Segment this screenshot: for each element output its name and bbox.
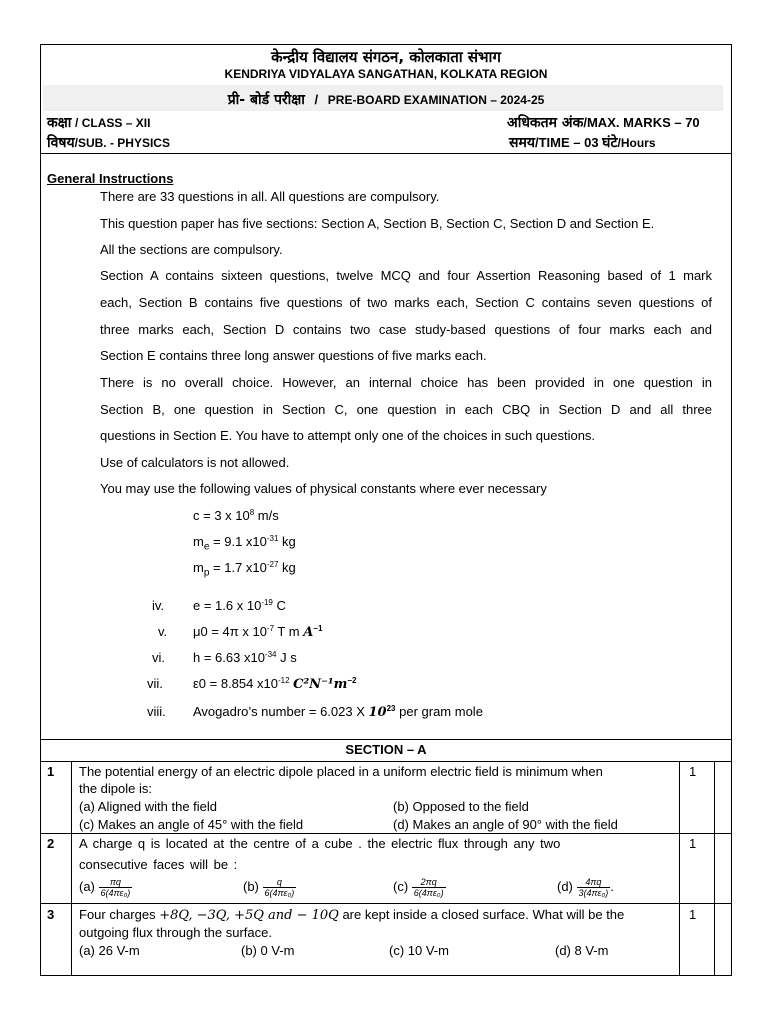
constant-label: iv. bbox=[152, 598, 165, 613]
question-3-option-a[interactable]: (a) 26 V-m bbox=[79, 943, 140, 958]
constant-bold-tail: 10 bbox=[368, 705, 387, 720]
fraction-numerator: q bbox=[263, 877, 297, 888]
instruction-line: three marks each, Section D contains two case study-based questions of four marks each and bbox=[100, 322, 712, 337]
marks-english: /MAX. MARKS – 70 bbox=[583, 115, 700, 130]
constant-value bbox=[193, 560, 296, 579]
option-b-fraction bbox=[263, 877, 297, 898]
question-1-text-line1: The potential energy of an electric dipole placed in a uniform electric field is minimum when bbox=[79, 764, 603, 779]
constant-post: m/s bbox=[254, 508, 279, 523]
question-1-number: 1 bbox=[47, 764, 55, 779]
constant-pre: m bbox=[193, 560, 204, 575]
constant-pre: m bbox=[193, 534, 204, 549]
constant-label: viii. bbox=[147, 704, 166, 719]
constant-post: C bbox=[272, 598, 286, 613]
option-a-fraction bbox=[99, 877, 133, 898]
constant-value bbox=[193, 704, 483, 720]
question-3-option-c[interactable]: (c) 10 V-m bbox=[389, 943, 449, 958]
question-1-marks: 1 bbox=[689, 764, 697, 779]
constant-post: J s bbox=[276, 650, 297, 665]
question-3-text-line2: outgoing flux through the surface. bbox=[79, 925, 272, 940]
constant-sup: -7 bbox=[266, 624, 275, 633]
constant-label: vi. bbox=[152, 650, 165, 665]
constant-sup: 8 bbox=[249, 508, 255, 517]
constant-sub: p bbox=[203, 567, 210, 579]
constant-pre: e = 1.6 x 10 bbox=[193, 598, 262, 613]
constant-sup: -27 bbox=[266, 560, 279, 569]
number-column-line bbox=[71, 761, 72, 975]
instruction-line: All the sections are compulsory. bbox=[100, 242, 283, 257]
constant-label: vii. bbox=[147, 676, 163, 691]
time-hindi: समय bbox=[509, 135, 535, 151]
constant-value bbox=[193, 508, 279, 523]
constant-tail: per gram mole bbox=[395, 704, 483, 719]
option-d-period: . bbox=[610, 878, 614, 894]
instruction-line: Use of calculators is not allowed. bbox=[100, 455, 290, 470]
instruction-line: Section A contains sixteen questions, twelve MCQ and four Assertion Reasoning based of 1 mark bbox=[100, 268, 712, 283]
constant-bold-tail: C²N⁻¹m bbox=[293, 677, 348, 692]
instructions-heading: General Instructions bbox=[47, 171, 174, 186]
constant-bold-sup: −1 bbox=[313, 624, 323, 633]
fraction-denominator: 6(4πε₀) bbox=[100, 888, 131, 898]
time-info bbox=[509, 133, 656, 152]
constant-post: T m bbox=[274, 624, 304, 639]
subject-hindi: विषय bbox=[47, 135, 75, 151]
question-3-text-pre: Four charges bbox=[79, 907, 160, 922]
english-title: KENDRIYA VIDYALAYA SANGATHAN, KOLKATA REGION bbox=[224, 67, 548, 81]
question-3-option-d[interactable]: (d) 8 V-m bbox=[555, 943, 609, 958]
hours-english: /Hours bbox=[617, 136, 656, 150]
option-d-label: (d) bbox=[557, 878, 573, 894]
question-2-divider bbox=[41, 903, 731, 904]
section-divider-bottom bbox=[41, 761, 731, 762]
question-1-option-c[interactable]: (c) Makes an angle of 45° with the field bbox=[79, 817, 304, 832]
marks-info bbox=[507, 113, 700, 132]
constant-bold-sup: −2 bbox=[347, 676, 357, 685]
question-1-option-a[interactable]: (a) Aligned with the field bbox=[79, 799, 218, 814]
constant-value bbox=[193, 598, 286, 613]
constant-pre: ε0 = 8.854 x10 bbox=[193, 676, 278, 691]
question-2-option-c[interactable] bbox=[393, 877, 446, 898]
marks-hindi: अधिकतम अंक bbox=[507, 115, 584, 131]
class-hindi: कक्षा bbox=[47, 115, 72, 131]
question-1-divider bbox=[41, 833, 731, 834]
hours-hindi: घंटे bbox=[602, 135, 618, 151]
section-a-title: SECTION – A bbox=[345, 742, 427, 757]
constant-bold-sup: 23 bbox=[386, 704, 396, 713]
constant-pre: Avogadro’s number = 6.023 X bbox=[193, 704, 369, 719]
subject-english: /SUB. - PHYSICS bbox=[74, 136, 170, 150]
question-3-charges: +8Q, −3Q, +5Q and − 10Q bbox=[159, 908, 339, 923]
constant-value bbox=[193, 676, 357, 692]
exam-title bbox=[41, 90, 731, 109]
question-2-marks: 1 bbox=[689, 836, 697, 851]
instruction-line: Section B, one question in Section C, one question in each CBQ in Section D and all three bbox=[100, 402, 712, 417]
instruction-line: There are 33 questions in all. All questions are compulsory. bbox=[100, 189, 440, 204]
class-info bbox=[47, 113, 150, 132]
option-c-fraction bbox=[412, 877, 446, 898]
exam-english: PRE-BOARD EXAMINATION – 2024-25 bbox=[327, 93, 545, 107]
constant-sup: -19 bbox=[261, 598, 273, 607]
instruction-line: questions in Section E. You have to attempt only one of the choices in such questions. bbox=[100, 428, 596, 443]
constant-bold-tail: A bbox=[303, 625, 314, 640]
question-2-option-b[interactable] bbox=[243, 877, 296, 898]
question-2-number: 2 bbox=[47, 836, 55, 851]
exam-separator: / bbox=[314, 92, 319, 107]
hindi-title: केन्द्रीय विद्यालय संगठन, कोलकाता संभाग bbox=[271, 48, 501, 66]
question-3-text-line1 bbox=[79, 907, 624, 923]
fraction-denominator: 6(4πε₀) bbox=[413, 888, 444, 898]
option-b-label: (b) bbox=[243, 878, 259, 894]
question-1-option-d[interactable]: (d) Makes an angle of 90° with the field bbox=[393, 817, 618, 832]
constant-post: kg bbox=[278, 560, 296, 575]
constant-label: v. bbox=[158, 624, 168, 639]
constant-pre2: = 9.1 x10 bbox=[209, 534, 267, 549]
subject-info bbox=[47, 133, 170, 152]
fraction-denominator: 3(4πε₀) bbox=[578, 888, 609, 898]
instruction-line: You may use the following values of physical constants where ever necessary bbox=[100, 481, 547, 496]
fraction-numerator: πq bbox=[99, 877, 133, 888]
constant-pre: c = 3 x 10 bbox=[193, 508, 250, 523]
question-2-text-line2: consecutive faces will be : bbox=[79, 857, 238, 872]
constant-value bbox=[193, 650, 297, 665]
marks-column-line-left bbox=[679, 761, 680, 975]
question-3-number: 3 bbox=[47, 907, 55, 922]
constant-value bbox=[193, 624, 322, 640]
question-3-text-post: are kept inside a closed surface. What will be the bbox=[338, 907, 625, 922]
time-english: /TIME – 03 bbox=[534, 135, 599, 150]
section-divider-top bbox=[41, 739, 731, 740]
header-divider bbox=[41, 153, 731, 154]
constant-sup: -12 bbox=[277, 676, 290, 685]
option-a-label: (a) bbox=[79, 878, 95, 894]
option-c-label: (c) bbox=[393, 878, 409, 894]
question-paper bbox=[40, 44, 732, 976]
constant-sub: e bbox=[203, 541, 210, 553]
instruction-line: Section E contains three long answer questions of five marks each. bbox=[100, 348, 487, 363]
question-3-marks: 1 bbox=[689, 907, 697, 922]
marks-column-line-right bbox=[714, 761, 715, 975]
constant-pre2: = 1.7 x10 bbox=[209, 560, 267, 575]
constant-sup: -34 bbox=[264, 650, 277, 659]
question-2-option-d[interactable] bbox=[557, 877, 614, 898]
instruction-line: There is no overall choice. However, an internal choice has been provided in one question in bbox=[100, 375, 712, 390]
question-1-option-b[interactable]: (b) Opposed to the field bbox=[393, 799, 529, 814]
question-2-option-a[interactable] bbox=[79, 877, 132, 898]
constant-sup: -31 bbox=[266, 534, 279, 543]
question-1-text-line2: the dipole is: bbox=[79, 781, 152, 796]
constant-post: kg bbox=[278, 534, 296, 549]
exam-hindi: प्री- बोर्ड परीक्षा bbox=[227, 92, 305, 108]
class-english: / CLASS – XII bbox=[75, 116, 151, 130]
fraction-denominator: 6(4πε₀) bbox=[264, 888, 295, 898]
fraction-numerator: 2πq bbox=[412, 877, 446, 888]
instruction-line: each, Section B contains five questions of two marks each, Section C contains seven questions of bbox=[100, 295, 712, 310]
constant-pre: h = 6.63 x10 bbox=[193, 650, 265, 665]
constant-value bbox=[193, 534, 296, 553]
question-2-text-line1: A charge q is located at the centre of a cube . the electric flux through any two bbox=[79, 836, 561, 851]
question-3-option-b[interactable]: (b) 0 V-m bbox=[241, 943, 295, 958]
instruction-line: This question paper has five sections: Section A, Section B, Section C, Section D and Section E. bbox=[100, 216, 655, 231]
constant-pre: μ0 = 4π x 10 bbox=[193, 624, 267, 639]
option-d-fraction bbox=[577, 877, 611, 898]
fraction-numerator: 4πq bbox=[577, 877, 611, 888]
